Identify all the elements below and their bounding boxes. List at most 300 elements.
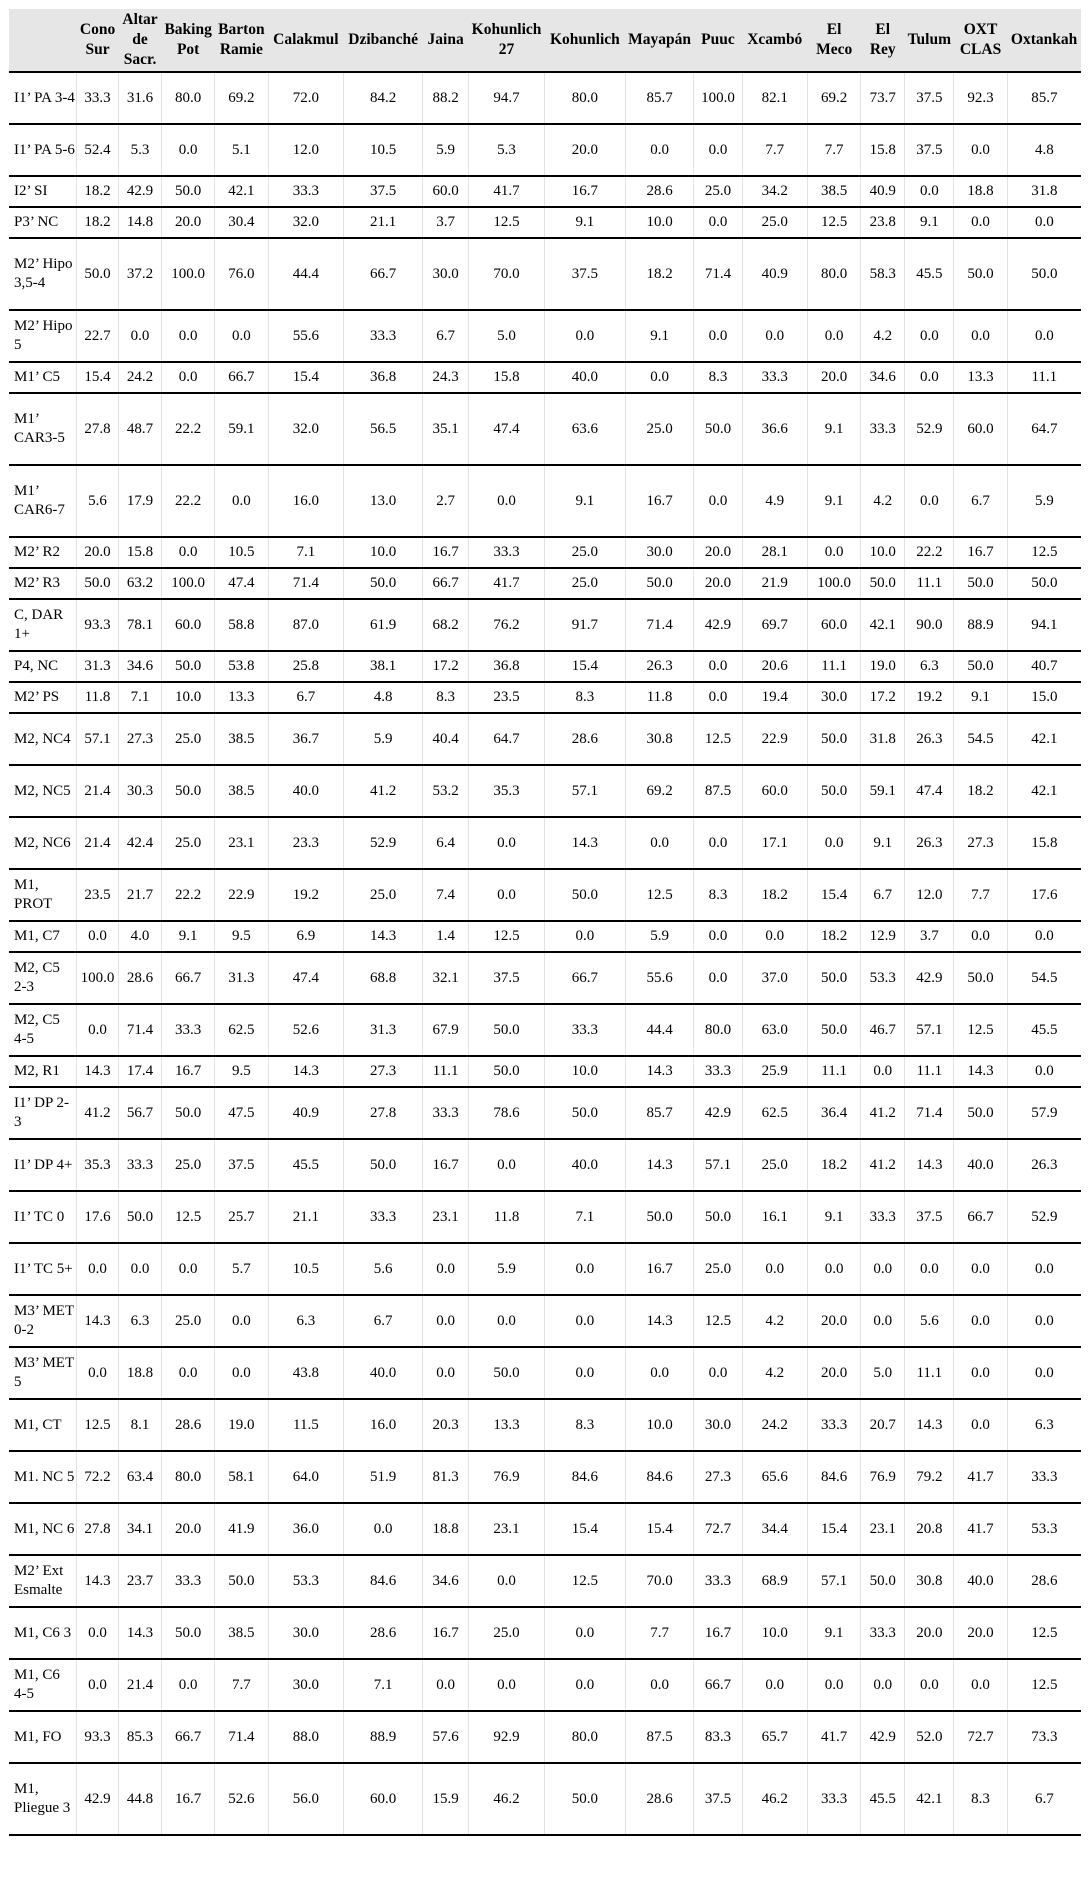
table-cell: 52.0	[905, 1711, 954, 1763]
row-label: M2, R1	[9, 1056, 77, 1087]
table-cell: 36.8	[469, 651, 545, 682]
table-cell: 16.7	[423, 1139, 469, 1191]
table-cell: 38.5	[215, 765, 268, 817]
table-cell: 0.0	[694, 651, 742, 682]
table-cell: 0.0	[162, 124, 215, 176]
table-cell: 20.3	[423, 1399, 469, 1451]
column-header: El Rey	[861, 9, 905, 72]
table-cell: 0.0	[905, 362, 954, 393]
table-cell: 19.0	[215, 1399, 268, 1451]
table-cell: 14.3	[344, 921, 423, 952]
table-cell: 14.3	[954, 1056, 1007, 1087]
table-cell: 53.8	[215, 651, 268, 682]
row-label: M2, NC5	[9, 765, 77, 817]
table-cell: 30.4	[215, 207, 268, 238]
table-cell: 56.0	[268, 1763, 344, 1835]
column-header: Mayapán	[625, 9, 694, 72]
table-cell: 36.4	[808, 1087, 861, 1139]
table-cell: 20.0	[694, 537, 742, 568]
table-cell: 6.7	[1007, 1763, 1081, 1835]
table-cell: 55.6	[625, 952, 694, 1004]
table-cell: 19.0	[861, 651, 905, 682]
table-cell: 31.8	[1007, 176, 1081, 207]
table-cell: 16.7	[694, 1607, 742, 1659]
table-cell: 9.5	[215, 1056, 268, 1087]
table-cell: 50.0	[215, 1555, 268, 1607]
column-header: Calakmul	[268, 9, 344, 72]
table-cell: 6.7	[423, 310, 469, 362]
table-cell: 66.7	[344, 238, 423, 310]
table-cell: 87.5	[625, 1711, 694, 1763]
column-header: Kohunlich	[544, 9, 625, 72]
table-cell: 0.0	[544, 1243, 625, 1295]
dental-traits-table	[9, 9, 1081, 1836]
table-cell: 0.0	[808, 1243, 861, 1295]
table-cell: 46.2	[742, 1763, 808, 1835]
table-cell: 0.0	[162, 1659, 215, 1711]
table-cell: 11.1	[905, 1347, 954, 1399]
table-cell: 10.5	[268, 1243, 344, 1295]
row-label: M2, C5 2-3	[9, 952, 77, 1004]
table-cell: 50.0	[162, 176, 215, 207]
table-cell: 30.0	[625, 537, 694, 568]
table-row	[9, 1399, 1081, 1451]
table-cell: 12.5	[1007, 1607, 1081, 1659]
table-cell: 0.0	[905, 310, 954, 362]
table-cell: 5.9	[423, 124, 469, 176]
table-cell: 50.0	[694, 1191, 742, 1243]
row-label: P3’ NC	[9, 207, 77, 238]
table-cell: 14.3	[625, 1139, 694, 1191]
table-cell: 9.1	[808, 1607, 861, 1659]
table-cell: 15.0	[1007, 682, 1081, 713]
table-cell: 5.3	[119, 124, 162, 176]
table-cell: 71.4	[694, 238, 742, 310]
table-cell: 16.7	[544, 176, 625, 207]
table-cell: 13.0	[344, 465, 423, 537]
table-cell: 51.9	[344, 1451, 423, 1503]
table-cell: 4.2	[742, 1347, 808, 1399]
table-cell: 10.5	[344, 124, 423, 176]
column-header: Cono Sur	[77, 9, 119, 72]
table-cell: 36.8	[344, 362, 423, 393]
table-cell: 100.0	[162, 568, 215, 599]
table-cell: 57.1	[77, 713, 119, 765]
table-cell: 7.1	[544, 1191, 625, 1243]
table-cell: 50.0	[344, 1139, 423, 1191]
table-cell: 26.3	[1007, 1139, 1081, 1191]
table-row	[9, 362, 1081, 393]
table-cell: 21.4	[77, 765, 119, 817]
table-cell: 0.0	[469, 1295, 545, 1347]
table-cell: 16.7	[162, 1056, 215, 1087]
table-cell: 42.1	[905, 1763, 954, 1835]
table-cell: 30.8	[905, 1555, 954, 1607]
table-cell: 40.0	[344, 1347, 423, 1399]
table-cell: 6.3	[268, 1295, 344, 1347]
table-cell: 0.0	[544, 1347, 625, 1399]
table-cell: 16.7	[625, 465, 694, 537]
table-cell: 0.0	[1007, 1243, 1081, 1295]
table-cell: 30.8	[625, 713, 694, 765]
table-cell: 13.3	[215, 682, 268, 713]
table-cell: 20.0	[905, 1607, 954, 1659]
table-cell: 40.0	[954, 1139, 1007, 1191]
table-cell: 78.6	[469, 1087, 545, 1139]
table-cell: 23.3	[268, 817, 344, 869]
table-cell: 33.3	[694, 1555, 742, 1607]
row-label: M1, Pliegue 3	[9, 1763, 77, 1835]
table-row	[9, 1607, 1081, 1659]
table-cell: 28.6	[162, 1399, 215, 1451]
table-cell: 62.5	[742, 1087, 808, 1139]
table-cell: 23.5	[469, 682, 545, 713]
table-cell: 15.8	[1007, 817, 1081, 869]
row-label: M1, C6 4-5	[9, 1659, 77, 1711]
table-cell: 40.0	[544, 362, 625, 393]
table-cell: 12.5	[694, 1295, 742, 1347]
table-cell: 69.7	[742, 599, 808, 651]
table-cell: 79.2	[905, 1451, 954, 1503]
row-label: M3’ MET 0-2	[9, 1295, 77, 1347]
table-cell: 57.9	[1007, 1087, 1081, 1139]
table-cell: 8.1	[119, 1399, 162, 1451]
table-cell: 23.1	[423, 1191, 469, 1243]
header-row	[9, 9, 1081, 72]
table-cell: 50.0	[119, 1191, 162, 1243]
column-header: Oxtankah	[1007, 9, 1081, 72]
table-cell: 85.7	[1007, 72, 1081, 124]
table-cell: 0.0	[544, 1295, 625, 1347]
table-cell: 18.2	[808, 921, 861, 952]
table-cell: 19.4	[742, 682, 808, 713]
table-cell: 0.0	[423, 1295, 469, 1347]
table-cell: 66.7	[162, 1711, 215, 1763]
table-cell: 80.0	[544, 1711, 625, 1763]
table-cell: 56.7	[119, 1087, 162, 1139]
table-cell: 72.0	[268, 72, 344, 124]
table-cell: 85.7	[625, 72, 694, 124]
table-cell: 18.8	[423, 1503, 469, 1555]
table-cell: 6.9	[268, 921, 344, 952]
column-header: El Meco	[808, 9, 861, 72]
table-cell: 6.7	[954, 465, 1007, 537]
table-cell: 33.3	[808, 1763, 861, 1835]
row-label: M2’ R3	[9, 568, 77, 599]
table-cell: 11.5	[268, 1399, 344, 1451]
table-cell: 10.0	[162, 682, 215, 713]
table-cell: 59.1	[861, 765, 905, 817]
table-cell: 0.0	[1007, 310, 1081, 362]
table-cell: 24.2	[119, 362, 162, 393]
table-cell: 41.2	[861, 1087, 905, 1139]
table-cell: 0.0	[954, 921, 1007, 952]
table-cell: 31.3	[215, 952, 268, 1004]
table-cell: 70.0	[625, 1555, 694, 1607]
table-cell: 22.2	[162, 869, 215, 921]
table-row	[9, 465, 1081, 537]
table-cell: 0.0	[694, 921, 742, 952]
column-header: Barton Ramie	[215, 9, 268, 72]
table-cell: 0.0	[808, 1659, 861, 1711]
table-cell: 24.2	[742, 1399, 808, 1451]
table-row	[9, 1347, 1081, 1399]
table-cell: 46.7	[861, 1004, 905, 1056]
table-cell: 15.4	[268, 362, 344, 393]
table-cell: 82.1	[742, 72, 808, 124]
table-cell: 0.0	[77, 1004, 119, 1056]
table-cell: 0.0	[77, 1659, 119, 1711]
table-cell: 7.7	[808, 124, 861, 176]
table-row	[9, 651, 1081, 682]
table-row	[9, 537, 1081, 568]
row-label: M2, NC4	[9, 713, 77, 765]
table-cell: 28.6	[625, 176, 694, 207]
table-cell: 40.9	[742, 238, 808, 310]
table-cell: 9.1	[625, 310, 694, 362]
table-cell: 50.0	[808, 1004, 861, 1056]
table-cell: 50.0	[162, 651, 215, 682]
table-cell: 9.1	[905, 207, 954, 238]
table-row	[9, 1087, 1081, 1139]
table-cell: 68.2	[423, 599, 469, 651]
table-row	[9, 921, 1081, 952]
table-cell: 33.3	[423, 1087, 469, 1139]
table-cell: 22.2	[905, 537, 954, 568]
table-cell: 37.5	[905, 72, 954, 124]
table-row	[9, 1659, 1081, 1711]
table-cell: 52.9	[1007, 1191, 1081, 1243]
table-cell: 8.3	[544, 1399, 625, 1451]
table-cell: 36.6	[742, 393, 808, 465]
table-cell: 50.0	[954, 1087, 1007, 1139]
table-cell: 46.2	[469, 1763, 545, 1835]
table-cell: 35.3	[77, 1139, 119, 1191]
table-cell: 50.0	[469, 1347, 545, 1399]
table-cell: 5.9	[625, 921, 694, 952]
table-cell: 60.0	[162, 599, 215, 651]
table-cell: 31.3	[77, 651, 119, 682]
table-cell: 80.0	[162, 72, 215, 124]
table-cell: 34.6	[861, 362, 905, 393]
table-cell: 2.7	[423, 465, 469, 537]
table-cell: 10.0	[544, 1056, 625, 1087]
table-cell: 38.5	[215, 713, 268, 765]
table-cell: 42.9	[119, 176, 162, 207]
table-cell: 11.8	[625, 682, 694, 713]
table-cell: 20.8	[905, 1503, 954, 1555]
table-cell: 9.1	[544, 207, 625, 238]
table-cell: 14.8	[119, 207, 162, 238]
table-cell: 0.0	[861, 1056, 905, 1087]
table-cell: 5.0	[861, 1347, 905, 1399]
table-cell: 8.3	[694, 362, 742, 393]
table-cell: 47.4	[469, 393, 545, 465]
table-cell: 27.3	[344, 1056, 423, 1087]
table-cell: 25.0	[344, 869, 423, 921]
table-cell: 11.1	[1007, 362, 1081, 393]
table-cell: 0.0	[694, 817, 742, 869]
table-cell: 0.0	[954, 1347, 1007, 1399]
table-cell: 26.3	[905, 817, 954, 869]
table-cell: 54.5	[954, 713, 1007, 765]
row-label: M1’ CAR6-7	[9, 465, 77, 537]
table-cell: 0.0	[119, 310, 162, 362]
table-cell: 50.0	[954, 952, 1007, 1004]
table-cell: 42.9	[861, 1711, 905, 1763]
table-cell: 33.3	[742, 362, 808, 393]
table-cell: 5.7	[215, 1243, 268, 1295]
table-cell: 13.3	[954, 362, 1007, 393]
table-cell: 67.9	[423, 1004, 469, 1056]
table-cell: 27.3	[954, 817, 1007, 869]
table-cell: 85.3	[119, 1711, 162, 1763]
row-label: M1, FO	[9, 1711, 77, 1763]
table-cell: 0.0	[162, 537, 215, 568]
table-cell: 44.4	[268, 238, 344, 310]
table-cell: 16.0	[268, 465, 344, 537]
table-cell: 10.0	[625, 207, 694, 238]
table-cell: 92.9	[469, 1711, 545, 1763]
table-cell: 26.3	[625, 651, 694, 682]
table-cell: 0.0	[625, 362, 694, 393]
table-row	[9, 765, 1081, 817]
table-cell: 63.6	[544, 393, 625, 465]
row-label: M2, C5 4-5	[9, 1004, 77, 1056]
row-label: I1’ TC 0	[9, 1191, 77, 1243]
table-cell: 16.7	[423, 537, 469, 568]
table-cell: 41.7	[808, 1711, 861, 1763]
table-cell: 37.0	[742, 952, 808, 1004]
table-cell: 25.0	[544, 537, 625, 568]
table-cell: 9.1	[954, 682, 1007, 713]
table-cell: 0.0	[1007, 1056, 1081, 1087]
table-cell: 41.2	[77, 1087, 119, 1139]
table-cell: 5.9	[469, 1243, 545, 1295]
table-cell: 0.0	[742, 310, 808, 362]
row-label: I1’ PA 5-6	[9, 124, 77, 176]
table-cell: 43.8	[268, 1347, 344, 1399]
table-cell: 7.7	[954, 869, 1007, 921]
table-cell: 0.0	[1007, 1347, 1081, 1399]
table-cell: 14.3	[905, 1139, 954, 1191]
table-row	[9, 393, 1081, 465]
table-cell: 23.1	[469, 1503, 545, 1555]
table-cell: 12.9	[861, 921, 905, 952]
table-cell: 40.7	[1007, 651, 1081, 682]
table-cell: 0.0	[1007, 921, 1081, 952]
table-cell: 0.0	[625, 817, 694, 869]
table-cell: 15.4	[544, 651, 625, 682]
table-cell: 66.7	[215, 362, 268, 393]
table-cell: 9.1	[861, 817, 905, 869]
table-cell: 0.0	[162, 1243, 215, 1295]
table-cell: 4.2	[742, 1295, 808, 1347]
row-label: M2’ Hipo 3,5-4	[9, 238, 77, 310]
table-cell: 33.3	[162, 1004, 215, 1056]
table-cell: 47.4	[215, 568, 268, 599]
table-cell: 37.5	[694, 1763, 742, 1835]
table-cell: 13.3	[469, 1399, 545, 1451]
table-cell: 4.8	[344, 682, 423, 713]
table-cell: 0.0	[742, 1243, 808, 1295]
table-cell: 93.3	[77, 599, 119, 651]
table-cell: 19.2	[905, 682, 954, 713]
row-label: M1’ CAR3-5	[9, 393, 77, 465]
table-cell: 31.8	[861, 713, 905, 765]
table-cell: 15.4	[808, 869, 861, 921]
table-cell: 23.1	[215, 817, 268, 869]
table-cell: 0.0	[694, 682, 742, 713]
table-cell: 20.0	[77, 537, 119, 568]
table-cell: 91.7	[544, 599, 625, 651]
table-cell: 28.6	[544, 713, 625, 765]
table-cell: 92.3	[954, 72, 1007, 124]
table-cell: 22.9	[742, 713, 808, 765]
table-cell: 0.0	[954, 310, 1007, 362]
table-cell: 88.9	[954, 599, 1007, 651]
table-cell: 33.3	[861, 1607, 905, 1659]
table-cell: 88.0	[268, 1711, 344, 1763]
table-cell: 20.0	[162, 207, 215, 238]
table-cell: 6.7	[344, 1295, 423, 1347]
table-cell: 94.1	[1007, 599, 1081, 651]
table-cell: 7.1	[119, 682, 162, 713]
row-label: M2’ R2	[9, 537, 77, 568]
table-cell: 6.7	[268, 682, 344, 713]
table-cell: 18.2	[77, 207, 119, 238]
column-header-label	[9, 9, 77, 72]
table-cell: 55.6	[268, 310, 344, 362]
table-cell: 60.0	[808, 599, 861, 651]
table-row	[9, 682, 1081, 713]
row-label: M2’ Ext Esmalte	[9, 1555, 77, 1607]
table-cell: 50.0	[162, 1087, 215, 1139]
table-cell: 27.3	[694, 1451, 742, 1503]
table-cell: 15.9	[423, 1763, 469, 1835]
table-cell: 66.7	[162, 952, 215, 1004]
table-cell: 70.0	[469, 238, 545, 310]
table-cell: 17.6	[77, 1191, 119, 1243]
table-cell: 0.0	[808, 310, 861, 362]
table-cell: 12.5	[544, 1555, 625, 1607]
table-cell: 12.5	[162, 1191, 215, 1243]
table-cell: 0.0	[1007, 1295, 1081, 1347]
table-cell: 58.1	[215, 1451, 268, 1503]
table-row	[9, 1004, 1081, 1056]
table-cell: 54.5	[1007, 952, 1081, 1004]
table-cell: 25.9	[742, 1056, 808, 1087]
table-cell: 0.0	[469, 869, 545, 921]
table-cell: 100.0	[162, 238, 215, 310]
table-cell: 50.0	[469, 1056, 545, 1087]
table-cell: 44.4	[625, 1004, 694, 1056]
table-cell: 62.5	[215, 1004, 268, 1056]
table-cell: 12.5	[694, 713, 742, 765]
table-cell: 80.0	[808, 238, 861, 310]
table-cell: 0.0	[694, 465, 742, 537]
table-cell: 12.5	[469, 207, 545, 238]
table-cell: 9.5	[215, 921, 268, 952]
table-cell: 0.0	[544, 310, 625, 362]
table-row	[9, 952, 1081, 1004]
table-cell: 71.4	[625, 599, 694, 651]
table-cell: 50.0	[808, 765, 861, 817]
table-cell: 48.7	[119, 393, 162, 465]
table-cell: 50.0	[162, 765, 215, 817]
table-cell: 15.8	[861, 124, 905, 176]
table-cell: 30.0	[268, 1659, 344, 1711]
